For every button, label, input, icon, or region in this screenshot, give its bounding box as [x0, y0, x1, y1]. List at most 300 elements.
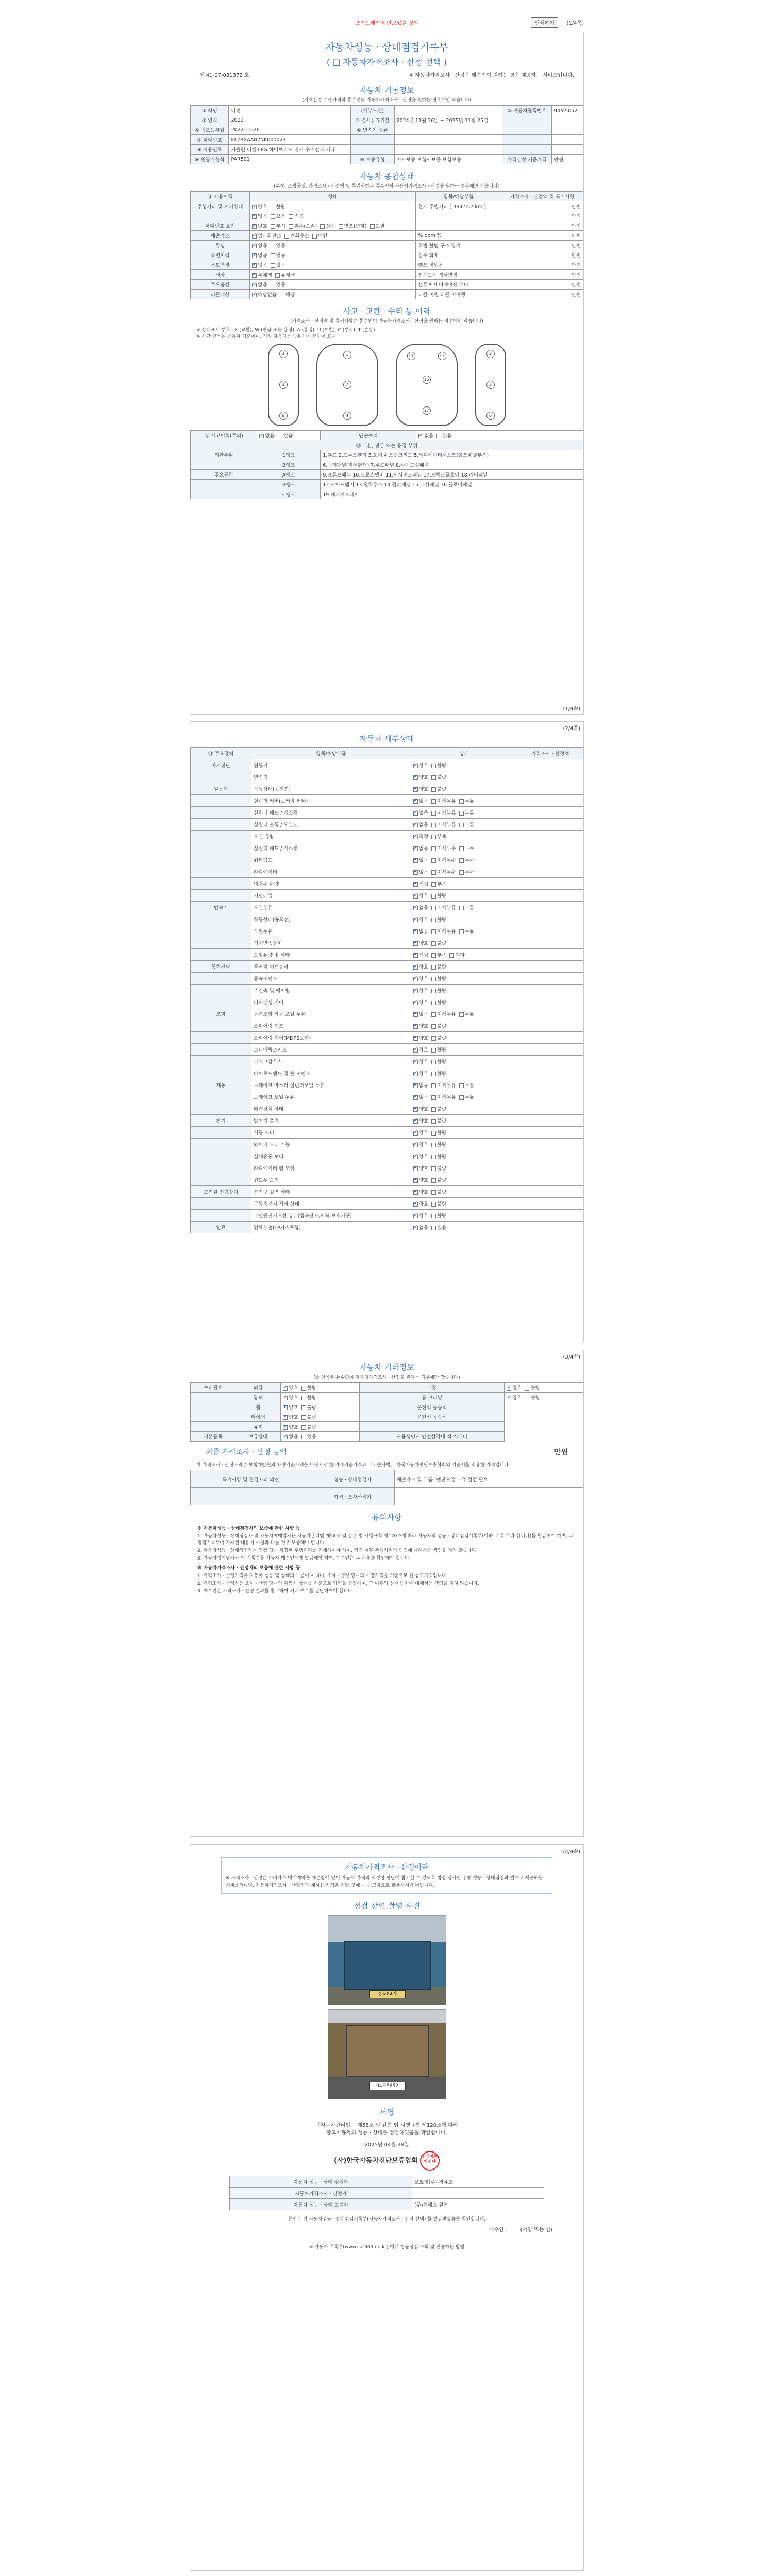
detail-status: ✔ 양호 불량 — [411, 1067, 517, 1079]
checkbox — [301, 1435, 306, 1439]
checkbox — [413, 1178, 418, 1183]
overall-part: 현재 주행거리 [ 384,557 km ] — [416, 201, 501, 211]
detail-group — [191, 878, 251, 890]
overall-item: 색상 — [191, 270, 250, 280]
basic-info-cell: 2022 — [229, 115, 350, 125]
detail-row — [191, 1008, 583, 1020]
other-cell — [191, 1393, 236, 1402]
basic-info-table — [190, 105, 583, 164]
detail-row — [191, 890, 583, 902]
checkbox — [283, 1415, 288, 1420]
detail-row — [191, 1032, 583, 1044]
checkbox — [431, 870, 436, 875]
rank-label: C랭크 — [257, 489, 321, 499]
other-cell — [191, 1422, 236, 1432]
detail-header-cell: 항목/해당부품 — [251, 748, 411, 759]
detail-status: ✔ 양호 불량 — [411, 937, 517, 949]
checkbox — [507, 1396, 511, 1400]
checkbox — [459, 1095, 464, 1100]
basic-info-cell — [502, 125, 552, 135]
checkbox — [413, 1060, 418, 1064]
detail-item: 워터펌프 — [251, 854, 411, 866]
other-cell: 운전석 동승석 — [360, 1402, 505, 1412]
basic-info-cell: ⑥ 변속기 종류 — [350, 125, 394, 135]
note-item: 2. 가격조사 · 산정자는 조사 · 산정 당시의 자동차 상태를 기준으로 가격을 산정하며, 그 이후의 상태 변화에 대해서는 책임을 지지 않습니다. — [197, 1581, 479, 1587]
detail-group — [191, 1198, 251, 1210]
rank-row — [191, 450, 583, 460]
detail-group — [191, 819, 251, 831]
detail-group: 전기 — [191, 1115, 251, 1127]
other-row — [191, 1432, 583, 1442]
detail-status: ✔ 양호 불량 — [411, 1032, 517, 1044]
detail-group — [191, 771, 251, 783]
basic-info-cell: (세부모델) — [350, 106, 394, 115]
detail-price — [517, 902, 583, 913]
opinion-cell — [191, 1488, 311, 1505]
overall-item: 용도변경 — [191, 260, 250, 270]
overall-part: 리콜 이행 리콜 미이행 — [416, 290, 501, 299]
page-4 — [190, 1844, 584, 2571]
detail-status: ✔ 없음 미세누유 누유 — [411, 795, 517, 807]
checkbox — [525, 1396, 529, 1400]
checkbox — [413, 894, 418, 899]
detail-row — [191, 1020, 583, 1032]
overall-price: 만원 — [501, 241, 583, 250]
detail-row — [191, 1115, 583, 1127]
basic-info-cell — [502, 115, 552, 125]
detail-group — [191, 795, 251, 807]
detail-status: ✔ 양호 불량 — [411, 985, 517, 996]
detail-group — [191, 831, 251, 842]
detail-group — [191, 1103, 251, 1115]
detail-price — [517, 1210, 583, 1222]
checkbox — [252, 263, 257, 268]
checkbox — [252, 244, 257, 248]
overall-status: ✔ 해당없음 해당 — [250, 290, 416, 299]
checkbox — [283, 1396, 288, 1400]
accident-legend: ※ 상태표시 부호 : X (교환), W (판금 또는 용접), A (흠집), U (요철), C (부식), T (손상) ※ 하단 항목은 승용차 기준이며, 기타 자동차는 승용차에 준하여 표시 — [196, 328, 375, 340]
note-item: 2. 자동차성능 · 상태점검자는 점검 당시 측정한 주행거리를 기재하여야 하며, 점검 이후 주행거리의 변경에 대해서는 책임을 지지 않습니다. — [197, 1548, 478, 1554]
checkbox — [271, 283, 275, 287]
detail-item: 클러치 어셈블리 — [251, 961, 411, 973]
checkbox — [271, 253, 275, 258]
overall-header-row — [191, 192, 583, 201]
checkbox — [431, 965, 436, 970]
sign-row — [230, 2188, 544, 2199]
detail-group — [191, 1139, 251, 1150]
basic-info-cell: 다면 — [229, 106, 350, 115]
overall-status: ✔ 없음 있음 — [250, 241, 416, 250]
checkbox — [431, 1214, 436, 1218]
basic-info-cell: PAR501 — [229, 155, 350, 164]
detail-status: ✔ 양호 불량 — [411, 1056, 517, 1067]
basic-info-cell: ① 차명 — [191, 106, 229, 115]
detail-item: 실린더 헤드 / 개스킷 — [251, 807, 411, 819]
checkbox — [431, 977, 436, 981]
overall-price: 만원 — [501, 250, 583, 260]
detail-row — [191, 1210, 583, 1222]
rank-label: B랭크 — [257, 480, 321, 489]
rank-row — [191, 470, 583, 480]
other-info-note: (① 항목은 통수인이 자동차가격조사 · 산정을 원하는 경우에만 작습니다) — [313, 1375, 460, 1380]
overall-row — [191, 211, 583, 221]
detail-item: 윈도우 모터 — [251, 1174, 411, 1186]
detail-status: ✔ 양호 불량 — [411, 1198, 517, 1210]
checkbox — [431, 953, 436, 958]
note-item: 1. 자동차성능 · 상태점검자 및 자동차매매업자는 자동차관리법 제58조 및 같은 법 시행규칙 제120조에 따라 자동차의 성능 · 상태점검기록부(이하 '기록부'라 합니다)를 발급해야 하며, 그 점검기록부에 기재된 내용이 사실과 다를 경우 보증해야 합니다. — [197, 1534, 574, 1546]
footer-note: ※ 자동차 기록부(www.car365.go.kr) 에서 성능점검 조회 및 전송하는 방법 — [309, 2245, 465, 2250]
other-row — [191, 1383, 583, 1393]
checkbox — [301, 1425, 306, 1430]
checkbox — [431, 1119, 436, 1124]
checkbox — [431, 894, 436, 899]
rank-label: 2랭크 — [257, 460, 321, 470]
other-cell: 운전석 동승석 — [360, 1412, 505, 1422]
checkbox — [431, 1048, 436, 1053]
detail-status: ✔ 없음 미세누수 누수 — [411, 842, 517, 854]
basic-info-cell: 가격산정 기준가격 — [502, 155, 552, 164]
checkbox — [431, 799, 436, 804]
checkbox — [413, 929, 418, 934]
rank-parts: 6.쿼터패널(리어펜더) 7.루프패널 8.사이드실패널 — [321, 460, 583, 470]
detail-group: 연료 — [191, 1222, 251, 1233]
checkbox — [431, 1178, 436, 1183]
checkbox — [413, 787, 418, 792]
other-cell: ✔ 없음 있음 — [281, 1432, 360, 1442]
detail-status: ✔ 적정 부족 — [411, 831, 517, 842]
checkbox — [252, 234, 257, 239]
checkbox — [459, 1012, 464, 1017]
checkbox — [431, 906, 436, 910]
other-cell: ✔ 양호 불량 — [281, 1412, 360, 1422]
overall-part — [416, 221, 501, 231]
other-cell — [360, 1422, 505, 1432]
checkbox — [370, 224, 375, 229]
other-cell: 보유상태 — [236, 1432, 281, 1442]
basic-info-cell — [394, 145, 502, 155]
detail-group: 동력전달 — [191, 961, 251, 973]
accident-status: ✔ 없음 있음 — [257, 431, 321, 440]
print-button[interactable]: 인쇄하기 — [531, 17, 558, 28]
overall-part — [416, 211, 501, 221]
basic-info-row — [191, 125, 583, 135]
detail-item: 시동 모터 — [251, 1127, 411, 1139]
detail-row — [191, 1186, 583, 1198]
detail-item: 브레이크 마스터 실린더오일 누유 — [251, 1079, 411, 1091]
checkbox — [459, 906, 464, 910]
detail-item: 오일누유 — [251, 925, 411, 937]
checkbox — [413, 906, 418, 910]
detail-group — [191, 1127, 251, 1139]
detail-price — [517, 1150, 583, 1162]
checkbox — [252, 214, 257, 219]
detail-status: ✔ 양호 불량 — [411, 1020, 517, 1032]
basic-info-cell — [394, 135, 502, 145]
detail-price — [517, 1127, 583, 1139]
detail-price — [517, 925, 583, 937]
detail-group — [191, 985, 251, 996]
detail-item: 오일유량 및 상태 — [251, 949, 411, 961]
detail-item: 추진축 및 베어링 — [251, 985, 411, 996]
detail-status: ✔ 없음 미세누수 누수 — [411, 854, 517, 866]
basic-info-cell: 2024년 11월 26일 ~ 2025년 11월 25일 — [394, 115, 502, 125]
detail-status: ✔ 양호 불량 — [411, 759, 517, 771]
checkbox — [413, 846, 418, 851]
rank-row — [191, 480, 583, 489]
sign-text: 「자동차관리법」 제58조 및 같은 법 시행규칙 제120조에 따라 중고자동차의 성능 · 상태를 점검하였음을 확인합니다. — [315, 2123, 458, 2136]
detail-price — [517, 1067, 583, 1079]
detail-price — [517, 1115, 583, 1127]
other-info-title: 자동차 기타정보 — [359, 1363, 414, 1372]
opinion-cell: 성능 · 상태점검자 — [311, 1470, 394, 1488]
detail-price — [517, 819, 583, 831]
checkbox — [459, 1083, 464, 1088]
detail-status: ✔ 양호 불량 — [411, 771, 517, 783]
document-meta — [190, 67, 583, 78]
detail-status: ✔ 없음 미세누유 누유 — [411, 902, 517, 913]
detail-price — [517, 771, 583, 783]
sign-org: (사)한국자동차진단보증협회 한국자동차진단 — [190, 2151, 583, 2171]
overall-part: 침수 화재 — [416, 250, 501, 260]
detail-item: 구동축전지 격리 상태 — [251, 1198, 411, 1210]
checkbox — [431, 858, 436, 863]
opinion-cell: 배출가스 및 부품: 엔진오일 누유 점검 필요 — [394, 1470, 583, 1488]
overall-part: % ppm % — [416, 231, 501, 241]
detail-group: 원동기 — [191, 783, 251, 795]
car-diagram — [190, 340, 583, 430]
other-cell: 수리필요 — [191, 1383, 236, 1393]
detail-item: 연료누출(LP가스포함) — [251, 1222, 411, 1233]
basic-info-cell — [350, 145, 394, 155]
detail-row — [191, 902, 583, 913]
detail-item: 작동상태(공회전) — [251, 783, 411, 795]
rank-group — [191, 460, 257, 470]
detail-group — [191, 1162, 251, 1174]
other-cell: 휠 — [236, 1402, 281, 1412]
basic-info-cell — [551, 145, 583, 155]
basic-info-cell: ⑨ 원동기형식 — [191, 155, 229, 164]
detail-status: ✔ 없음 미세누유 누유 — [411, 1008, 517, 1020]
checkbox — [431, 787, 436, 792]
final-price-row — [190, 1442, 583, 1459]
detail-status: ✔ 양호 불량 — [411, 1127, 517, 1139]
page-1 — [190, 32, 584, 715]
detail-row — [191, 973, 583, 985]
checkbox — [431, 775, 436, 780]
note-item: 3. 자동차매매업자는 이 기록부를 자동차 매수인에게 발급해야 하며, 매수인은 그 내용을 확인해야 합니다. — [197, 1556, 411, 1562]
other-cell: ✔ 양호 불량 — [281, 1422, 360, 1432]
checkbox — [252, 283, 257, 287]
page-2-number: (2/4쪽) — [563, 726, 580, 732]
detail-group — [191, 1032, 251, 1044]
checkbox — [459, 823, 464, 827]
detail-status-table — [190, 747, 583, 1233]
checkbox — [283, 1435, 288, 1439]
document-number: 제 41-07-081372 호 — [199, 73, 249, 78]
basic-info-row — [191, 155, 583, 164]
detail-price — [517, 996, 583, 1008]
detail-status: ✔ 적정 부족 과다 — [411, 949, 517, 961]
checkbox — [431, 918, 436, 922]
detail-status: ✔ 없음 미세누수 누수 — [411, 866, 517, 878]
detail-price — [517, 1174, 583, 1186]
detail-price — [517, 1139, 583, 1150]
detail-item: 타이로드엔드 및 볼 조인트 — [251, 1067, 411, 1079]
detail-status: ✔ 없음 미세누유 누유 — [411, 925, 517, 937]
detail-price — [517, 1091, 583, 1103]
accident-note: (가격조사 · 산정액 및 특기사항은 통수인이 자동차가격조사 · 산정을 원하는 경우에만 작습니다) — [290, 319, 483, 324]
overall-price: 만원 — [501, 270, 583, 280]
note-item: 3. 매수인은 가격조사 · 산정 결과를 참고하여 거래 여부를 판단하여야 합니다. — [197, 1589, 354, 1595]
detail-status: ✔ 양호 불량 — [411, 1139, 517, 1150]
basic-info-cell: 94도5852 — [551, 106, 583, 115]
overall-status: ✔ 일산화탄소 탄화수소 매연 — [250, 231, 416, 241]
car-top-view: 1 7 4 — [316, 344, 378, 426]
other-row — [191, 1422, 583, 1432]
detail-price — [517, 913, 583, 925]
detail-row — [191, 759, 583, 771]
other-cell: 광택 — [236, 1393, 281, 1402]
basic-info-cell: KL7RXAAB2NK000023 — [229, 135, 350, 145]
checkbox — [413, 1095, 418, 1100]
overall-price: 만원 — [501, 231, 583, 241]
detail-status: ✔ 양호 불량 — [411, 1044, 517, 1056]
overall-header-cell: 상태 — [250, 192, 416, 201]
checkbox — [271, 224, 275, 229]
overall-price: 만원 — [501, 211, 583, 221]
checkbox — [339, 224, 343, 229]
other-cell: ✔ 양호 불량 — [281, 1383, 360, 1393]
detail-row — [191, 878, 583, 890]
detail-row — [191, 937, 583, 949]
checkbox — [413, 1214, 418, 1218]
detail-price — [517, 890, 583, 902]
checkbox — [413, 953, 418, 958]
detail-item: 발전기 출력 — [251, 1115, 411, 1127]
detail-status: ✔ 없음 미세누유 누유 — [411, 807, 517, 819]
detail-price — [517, 878, 583, 890]
overall-row — [191, 231, 583, 241]
checkbox — [431, 1143, 436, 1147]
receipt-text: 본인은 위 자동차성능 · 상태점검기록부(자동차가격조사 · 산정 선택) 를 발급받았음을 확인합니다. — [288, 2217, 486, 2222]
checkbox — [289, 214, 293, 219]
other-row — [191, 1393, 583, 1402]
sign-row — [230, 2199, 544, 2210]
checkbox — [459, 846, 464, 851]
detail-status: ✔ 양호 불량 — [411, 1174, 517, 1186]
overall-status: ✔많음 보통 적음 — [250, 211, 416, 221]
checkbox — [413, 941, 418, 946]
detail-price — [517, 1008, 583, 1020]
detail-row — [191, 819, 583, 831]
other-row — [191, 1402, 583, 1412]
rank-parts: 12.사이드멤버 13.휠하우스 14.필러패널 15.대쉬패널 16.플로어패널 — [321, 480, 583, 489]
detail-item: 원동기 — [251, 759, 411, 771]
detail-price — [517, 866, 583, 878]
detail-status: ✔ 없음 미세누유 누유 — [411, 1091, 517, 1103]
checkbox — [413, 965, 418, 970]
detail-item: 변속기 — [251, 771, 411, 783]
overall-status-note: (부상, 조립품질, 가격조사 · 산정액 및 특기사항은 통수인이 자동차가격조사 · 산정을 원하는 경우에만 작습니다) — [274, 184, 500, 189]
checkbox — [413, 811, 418, 816]
checkbox — [431, 929, 436, 934]
basic-info-row — [191, 145, 583, 155]
checkbox — [431, 823, 436, 827]
checkbox — [283, 1386, 288, 1391]
car-frame-view: 11 12 16 17 — [396, 344, 458, 426]
sign-cell: 자동차가격조사 · 산정자 — [230, 2188, 412, 2199]
inspector-opinion-table — [190, 1470, 583, 1505]
other-info-table — [190, 1382, 583, 1442]
photo-title: 점검 장면 촬영 사진 — [353, 1901, 421, 1910]
detail-group — [191, 842, 251, 854]
detail-row — [191, 1198, 583, 1210]
detail-item: 파워고압호스 — [251, 1056, 411, 1067]
overall-row — [191, 221, 583, 231]
document-title: 자동차성능 · 상태점검기록부 — [325, 42, 448, 53]
detail-price — [517, 783, 583, 795]
rank-parts: 1.후드 2.프론트펜더 3.도어 4.트렁크리드 5.라디에이터서포트(볼트체결부품) — [321, 450, 583, 460]
basic-info-cell — [394, 106, 502, 115]
checkbox — [278, 434, 282, 438]
overall-item: 주요옵션 — [191, 280, 250, 290]
basic-info-cell — [350, 135, 394, 145]
detail-price — [517, 854, 583, 866]
accident-row — [191, 431, 583, 440]
note-item: 1. 가격조사 · 산정가격은 자동차 성능 및 상태의 보증이 아니며, 조사 · 산정 당시의 시장가격을 기준으로 한 참고가격입니다. — [197, 1573, 448, 1579]
detail-item: 충전구 절연 상태 — [251, 1186, 411, 1198]
checkbox — [252, 205, 257, 209]
overall-row — [191, 260, 583, 270]
other-cell: 내장 — [360, 1383, 505, 1393]
detail-status: ✔ 양호 불량 — [411, 890, 517, 902]
detail-row — [191, 771, 583, 783]
checkbox — [431, 764, 436, 768]
overall-status: ✔ 없음 있음 — [250, 250, 416, 260]
checkbox — [459, 929, 464, 934]
checkbox — [413, 1024, 418, 1029]
accident-label: ⑫ 사고이력(주의) — [191, 431, 257, 440]
checkbox — [431, 989, 436, 993]
detail-price — [517, 1032, 583, 1044]
checkbox — [283, 1405, 288, 1410]
rank-group — [191, 480, 257, 489]
detail-row — [191, 996, 583, 1008]
document-notice: ※ 자동차가격조사 · 산정은 매수인이 원하는 경우 제공하는 서비스입니다. — [409, 73, 574, 78]
checkbox — [413, 918, 418, 922]
checkbox — [301, 1386, 306, 1391]
detail-price — [517, 961, 583, 973]
detail-price — [517, 1162, 583, 1174]
detail-group — [191, 1020, 251, 1032]
detail-row — [191, 985, 583, 996]
rank-group — [191, 489, 257, 499]
basic-info-cell: 2022-11-26 — [229, 125, 350, 135]
detail-status: ✔ 양호 불량 — [411, 783, 517, 795]
checkbox — [413, 1143, 418, 1147]
detail-item: 고전원전기배선 상태(접속단자,피복,보호기구) — [251, 1210, 411, 1222]
detail-item: 오일누유 — [251, 902, 411, 913]
basic-info-note: (가격산정 기준가격과 통수인의 자동차가격조사 · 산정을 원하는 경우에만 작습니다) — [302, 98, 472, 103]
rank-row — [191, 489, 583, 499]
checkbox — [431, 1131, 436, 1136]
detail-status: ✔ 양호 불량 — [411, 1210, 517, 1222]
overall-item: 특별이력 — [191, 250, 250, 260]
overall-status-title: 자동차 종합상태 — [359, 172, 414, 181]
detail-item: 스티어링조인트 — [251, 1044, 411, 1056]
final-price-title: 최종 가격조사 · 산정 금액 — [206, 1448, 287, 1456]
sign-cell: 오토핏(주) 경유조 — [412, 2176, 544, 2188]
